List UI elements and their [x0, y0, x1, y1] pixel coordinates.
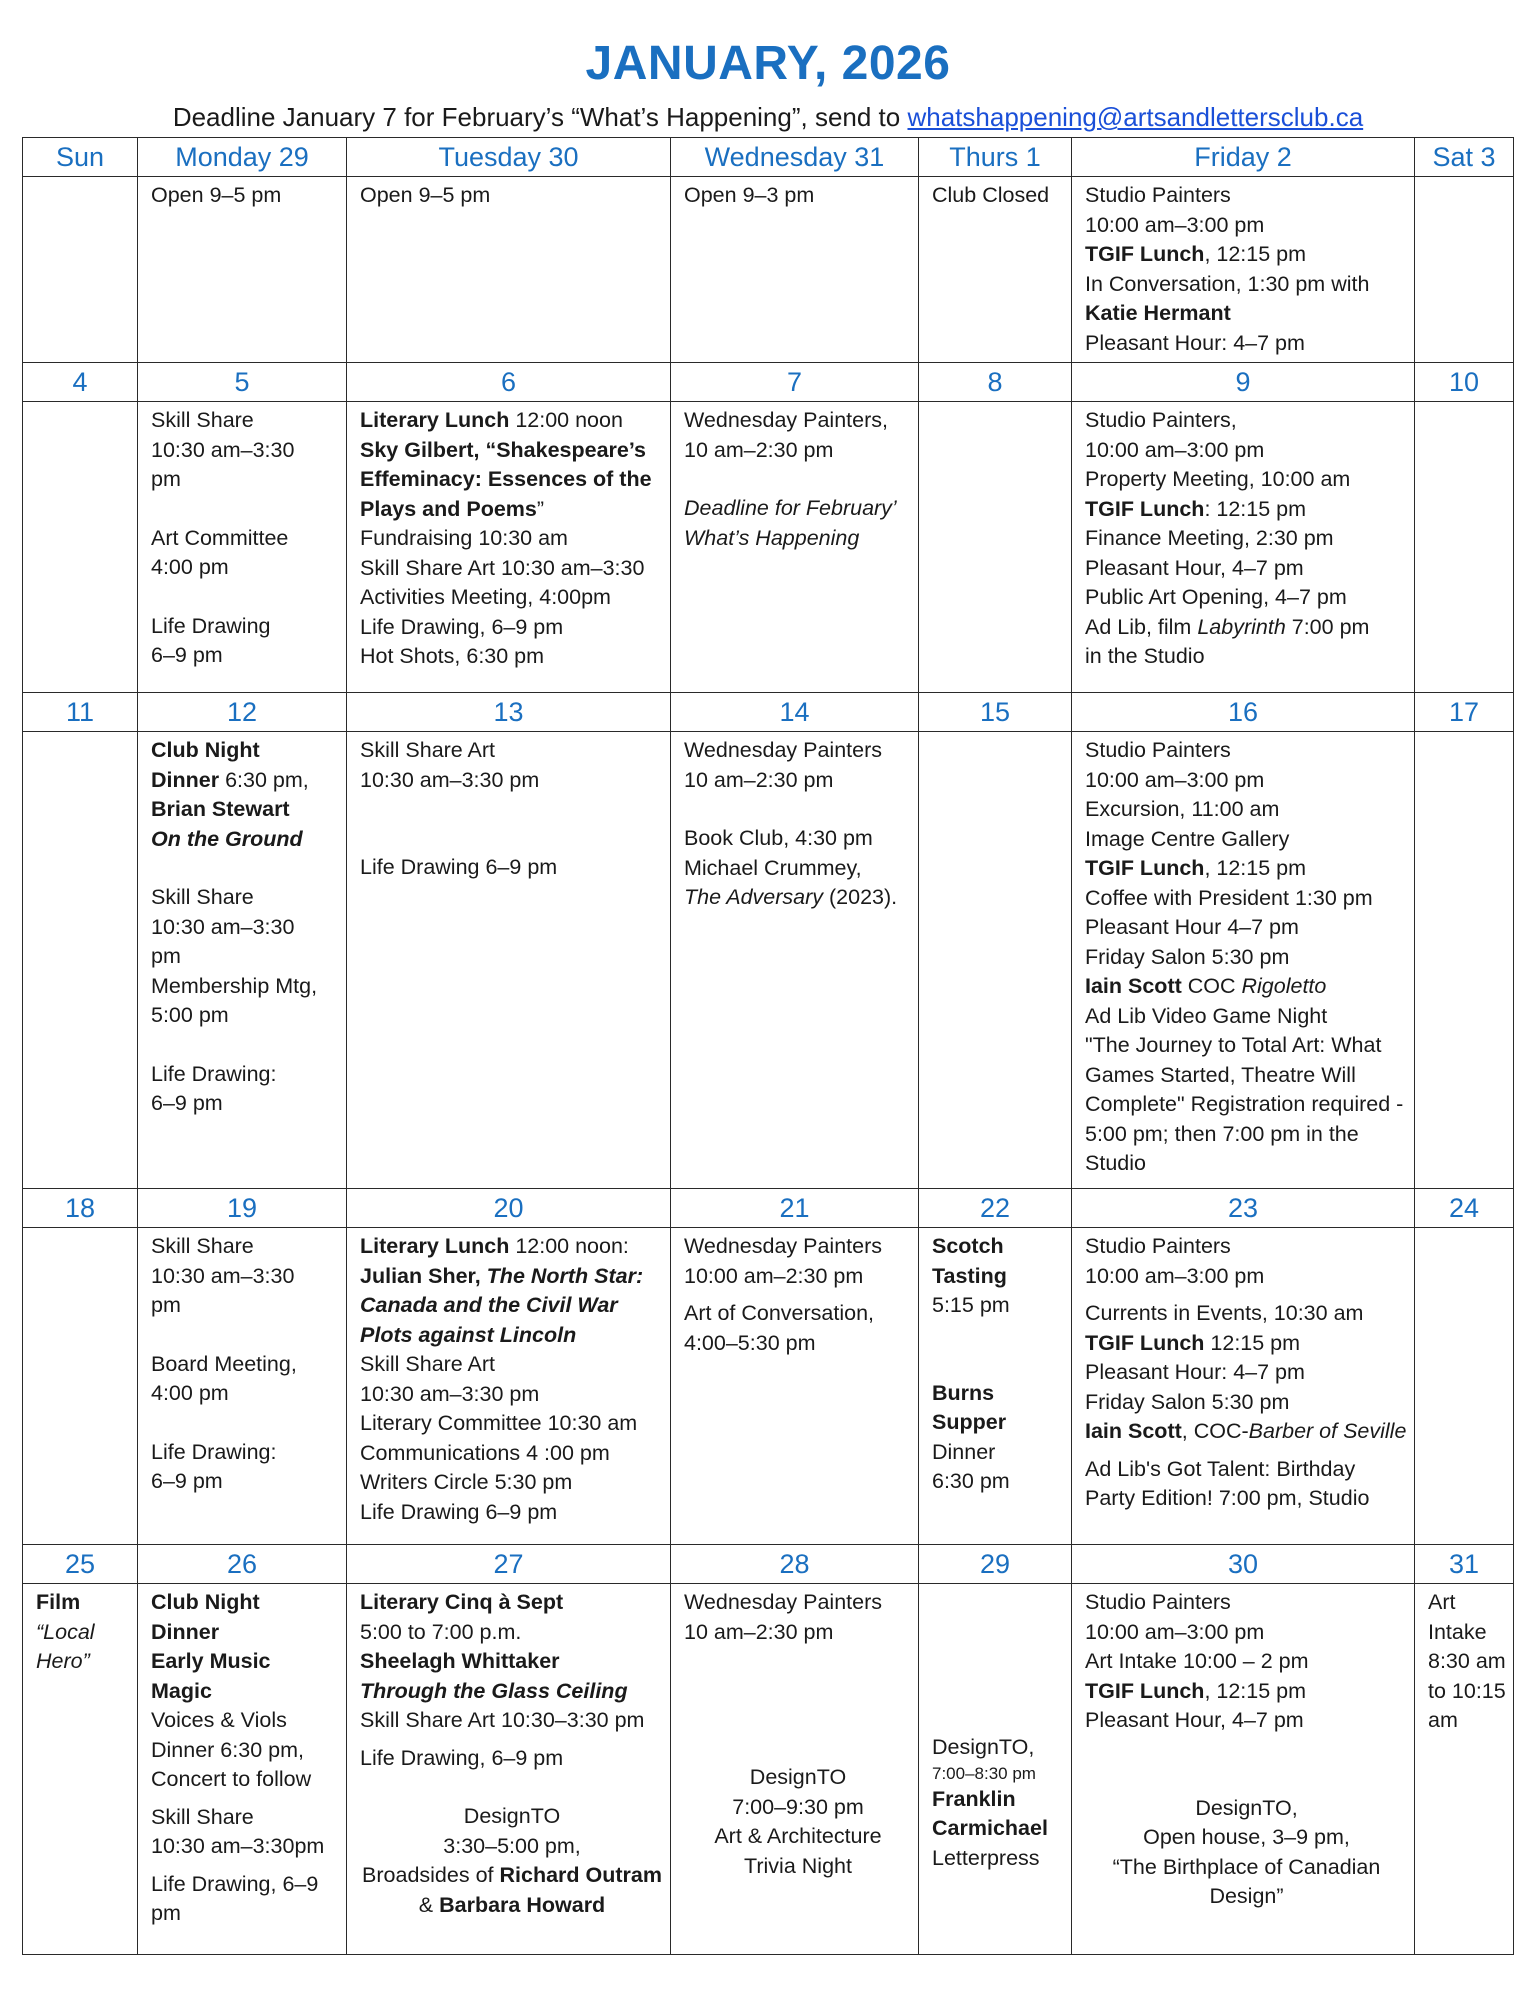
date-number: 11	[23, 693, 138, 732]
event-line	[1085, 1329, 1408, 1359]
spacer	[151, 1409, 340, 1438]
email-link[interactable]: whatshappening@artsandlettersclub.ca	[907, 102, 1364, 132]
day-cell-fri	[1072, 177, 1415, 363]
event-text: 4:00–5:30 pm	[684, 1330, 816, 1355]
event-text: Dinner	[932, 1439, 996, 1464]
header-sun: Sun	[23, 138, 138, 177]
date-number: 24	[1415, 1189, 1514, 1228]
header-thu: Thurs 1	[919, 138, 1072, 177]
date-number: 27	[347, 1545, 671, 1584]
spacer	[360, 824, 664, 853]
event-text: Life Drawing:	[151, 1439, 277, 1464]
event-bold: Club Night	[151, 738, 260, 762]
day-cell-sat	[1415, 1228, 1514, 1545]
event-italic: The Adversary	[684, 885, 824, 909]
spacer	[1085, 1291, 1408, 1299]
event-text: Studio Painters	[1085, 1590, 1231, 1614]
event-text: Open house, 3–9 pm,	[1143, 1825, 1350, 1849]
event-line	[1085, 1677, 1408, 1707]
event-text: 10:00 am–3:00 pm	[1085, 437, 1265, 462]
event-text: Activities Meeting, 4:00pm	[360, 585, 611, 609]
day-cell-thu	[919, 732, 1072, 1189]
week-row	[23, 402, 1514, 693]
event-text: Voices & Viols	[151, 1708, 287, 1732]
spacer	[1085, 1447, 1408, 1455]
event-bold: TGIF Lunch	[1085, 496, 1205, 521]
event-text: Hot Shots, 6:30 pm	[360, 644, 545, 668]
day-cell-tue	[347, 732, 671, 1189]
event-text: 10 am–2:30 pm	[684, 1619, 834, 1644]
day-cell-sun	[23, 732, 138, 1189]
event-text: Skill Share Art	[360, 1352, 496, 1376]
event-text: Open 9–5 pm	[151, 183, 282, 207]
day-cell-wed	[671, 1584, 919, 1955]
event-line	[360, 436, 664, 525]
event-text: COC	[1181, 974, 1242, 998]
day-cell-fri	[1072, 402, 1415, 693]
event-bold: Katie Hermant	[1085, 301, 1231, 325]
header-fri: Friday 2	[1072, 138, 1415, 177]
event-text: Club Closed	[932, 183, 1050, 207]
event-text: Michael Crummey,	[684, 855, 862, 880]
event-bold: Literary Lunch	[360, 1234, 510, 1258]
date-number: 7	[671, 363, 919, 402]
spacer	[684, 1291, 912, 1299]
event-text: 10:00 am–2:30 pm	[684, 1263, 864, 1288]
event-bold: Iain Scott	[1085, 1419, 1182, 1443]
day-cell-wed	[671, 732, 919, 1189]
date-number: 13	[347, 693, 671, 732]
event-text: 10:30 am–3:30 pm	[360, 767, 540, 792]
event-text: , 12:15 pm	[1204, 856, 1307, 880]
event-text: Art Committee	[151, 525, 289, 550]
event-bold: TGIF Lunch	[1085, 242, 1205, 266]
event-line	[360, 406, 664, 436]
date-number: 17	[1415, 693, 1514, 732]
date-number-row	[23, 1545, 1514, 1584]
event-line	[1085, 854, 1408, 884]
event-text: Image Centre Gallery	[1085, 826, 1290, 851]
day-cell-thu	[919, 1584, 1072, 1955]
date-number: 31	[1415, 1545, 1514, 1584]
event-text: Pleasant Hour: 4–7 pm	[1085, 1360, 1305, 1384]
event-text: pm	[151, 1293, 181, 1317]
spacer	[360, 795, 664, 824]
spacer	[151, 495, 340, 524]
date-number-row	[23, 363, 1514, 402]
day-cell-thu	[919, 177, 1072, 363]
spacer	[360, 1773, 664, 1802]
date-number: 9	[1072, 363, 1415, 402]
day-cell-sun	[23, 402, 138, 693]
event-text: Friday Salon 5:30 pm	[1085, 1389, 1290, 1414]
event-text: 6–9 pm	[151, 1091, 223, 1115]
event-text: Excursion, 11:00 am	[1085, 797, 1280, 821]
film-title: Local Hero	[36, 1619, 95, 1673]
event-text: Art of Conversation,	[684, 1301, 875, 1325]
event-text: Ad Lib, film	[1085, 614, 1198, 639]
date-number: 22	[919, 1189, 1072, 1228]
day-cell-tue	[347, 177, 671, 363]
date-number: 12	[138, 693, 347, 732]
weekday-header-row	[23, 138, 1514, 177]
event-text: Ad Lib's Got Talent: Birthday Party Edition! 7:00 pm, Studio	[1085, 1456, 1370, 1510]
day-cell-sat	[1415, 1584, 1514, 1955]
spacer	[151, 854, 340, 883]
day-cell-mon	[138, 177, 347, 363]
event-text: Pleasant Hour, 4–7 pm	[1085, 1708, 1304, 1732]
event-bold: Early Music	[151, 1649, 271, 1673]
date-number: 18	[23, 1189, 138, 1228]
event-text: , 12:15 pm	[1204, 242, 1307, 266]
spacer	[932, 1675, 1065, 1704]
spacer	[932, 1350, 1065, 1379]
event-text: pm	[151, 467, 181, 491]
event-text: Open 9–3 pm	[684, 183, 815, 207]
event-text: , COC-	[1181, 1419, 1249, 1443]
event-text: Skill Share	[151, 885, 254, 909]
event-text: 5:00 pm	[151, 1003, 229, 1027]
day-cell-sat	[1415, 402, 1514, 693]
event-bold: Burns Supper	[932, 1380, 1007, 1434]
event-text: 10:00 am–3:00 pm	[1085, 212, 1265, 237]
event-bold: Scotch Tasting	[932, 1234, 1007, 1288]
date-number: 10	[1415, 363, 1514, 402]
quote-close: ”	[82, 1649, 90, 1673]
spacer	[932, 1646, 1065, 1675]
event-text: 6–9 pm	[151, 643, 223, 667]
day-cell-mon	[138, 402, 347, 693]
event-text: Finance Meeting, 2:30 pm	[1085, 526, 1334, 550]
event-text: Studio Painters	[1085, 183, 1231, 207]
event-text: Art Intake 10:00 – 2 pm	[1085, 1649, 1309, 1673]
event-italic	[36, 1618, 131, 1677]
event-italic: Barber of Seville	[1248, 1419, 1407, 1443]
day-cell-fri	[1072, 732, 1415, 1189]
event-text: Pleasant Hour, 4–7 pm	[1085, 555, 1304, 580]
event-italic: Rigoletto	[1241, 974, 1327, 998]
spacer	[932, 1321, 1065, 1350]
event-text: Art Intake 8:30 am to 10:15 am	[1428, 1590, 1506, 1732]
event-text: 5:15 pm	[932, 1293, 1010, 1317]
event-text: 10:00 am–3:00 pm	[1085, 1263, 1265, 1288]
event-text: In Conversation, 1:30 pm with	[1085, 271, 1370, 296]
event-text: 6:30 pm,	[219, 767, 309, 792]
event-text: 10:30 am–3:30	[151, 437, 295, 462]
header-tue: Tuesday 30	[347, 138, 671, 177]
date-number: 5	[138, 363, 347, 402]
event-bold-italic: Through the Glass Ceiling	[360, 1678, 628, 1703]
event-text: Life Drawing	[151, 613, 271, 638]
spacer	[151, 1321, 340, 1350]
event-text: 4:00 pm	[151, 555, 229, 579]
date-number: 14	[671, 693, 919, 732]
spacer	[932, 1617, 1065, 1646]
event-text: "The Journey to Total Art: What Games Started, Theatre Will Complete" Registration required - 5:00 pm; then 7:00 pm in the Studio	[1085, 1033, 1404, 1175]
event-bold: Richard Outram	[499, 1863, 662, 1887]
event-text: 4:00 pm	[151, 1381, 229, 1405]
event-text: Writers Circle 5:30 pm	[360, 1470, 573, 1494]
week-row	[23, 1584, 1514, 1955]
event-text: 6–9 pm	[151, 1469, 223, 1493]
date-number: 16	[1072, 693, 1415, 732]
event-text: DesignTO	[463, 1804, 561, 1828]
event-text: Wednesday Painters,	[684, 408, 888, 432]
date-number: 4	[23, 363, 138, 402]
day-cell-sun	[23, 1228, 138, 1545]
day-cell-tue	[347, 402, 671, 693]
event-text: Wednesday Painters	[684, 1590, 882, 1614]
event-text: 7:00–9:30 pm	[732, 1794, 864, 1819]
event-bold: Barbara Howard	[439, 1892, 606, 1917]
day-cell-wed	[671, 1228, 919, 1545]
date-number: 26	[138, 1545, 347, 1584]
event-italic: Labyrinth	[1197, 614, 1286, 639]
event-line	[360, 1861, 664, 1920]
date-number: 23	[1072, 1189, 1415, 1228]
event-text: 7:00 pm	[1285, 614, 1370, 639]
event-bold: TGIF Lunch	[1085, 1330, 1205, 1355]
spacer	[684, 1734, 912, 1763]
event-bold: Dinner	[151, 767, 220, 792]
day-cell-mon	[138, 732, 347, 1189]
event-text: Skill Share Art 10:30–3:30 pm	[360, 1708, 645, 1732]
event-text: Public Art Opening, 4–7 pm	[1085, 585, 1347, 609]
event-text: Friday Salon 5:30 pm	[1085, 944, 1290, 969]
event-bold: TGIF Lunch	[1085, 1678, 1205, 1703]
event-text: 7:00–8:30 pm	[932, 1763, 1036, 1783]
date-number: 30	[1072, 1545, 1415, 1584]
date-number: 6	[347, 363, 671, 402]
spacer	[151, 1862, 340, 1870]
event-text: Wednesday Painters	[684, 1234, 882, 1258]
spacer	[684, 795, 912, 824]
event-text: Book Club, 4:30 pm	[684, 826, 873, 850]
event-text: Life Drawing 6–9 pm	[360, 1499, 558, 1524]
date-number: 15	[919, 693, 1072, 732]
event-line	[1085, 972, 1408, 1002]
event-text: Skill Share Art 10:30 am–3:30	[360, 555, 645, 580]
header-sat: Sat 3	[1415, 138, 1514, 177]
day-cell-fri	[1072, 1584, 1415, 1955]
event-text: (2023).	[823, 885, 898, 909]
spacer	[151, 1031, 340, 1060]
date-number: 21	[671, 1189, 919, 1228]
date-number-row	[23, 693, 1514, 732]
event-bold-italic: The North Star: Canada and the Civil War Plots against Lincoln	[360, 1263, 644, 1347]
spacer	[151, 1795, 340, 1803]
subtitle	[0, 102, 1536, 133]
event-text: Fundraising 10:30 am	[360, 526, 568, 550]
spacer	[1085, 1736, 1408, 1765]
spacer	[151, 583, 340, 612]
event-text: Skill Share Art	[360, 738, 496, 762]
spacer	[684, 1647, 912, 1676]
event-text: Currents in Events, 10:30 am	[1085, 1301, 1364, 1325]
week-row	[23, 177, 1514, 363]
date-number: 19	[138, 1189, 347, 1228]
day-cell-wed	[671, 402, 919, 693]
event-bold: Club Night	[151, 1590, 260, 1614]
event-bold: TGIF Lunch	[1085, 856, 1205, 880]
event-text: DesignTO,	[1195, 1795, 1298, 1820]
event-text: 10:30 am–3:30	[151, 1263, 295, 1288]
event-text: 12:00 noon:	[509, 1234, 629, 1258]
day-cell-tue	[347, 1584, 671, 1955]
event-text: Membership Mtg,	[151, 973, 318, 998]
spacer	[932, 1588, 1065, 1617]
event-text: 10 am–2:30 pm	[684, 437, 834, 462]
event-bold: Literary Lunch	[360, 408, 510, 432]
day-cell-thu	[919, 402, 1072, 693]
event-text: Literary Committee 10:30 am	[360, 1411, 638, 1435]
event-text: Ad Lib Video Game Night	[1085, 1003, 1328, 1028]
event-text: Skill Share	[151, 1804, 254, 1829]
event-text: Studio Painters	[1085, 738, 1231, 762]
event-text: 10:00 am–3:00 pm	[1085, 1619, 1265, 1644]
page-title: JANUARY, 2026	[585, 37, 951, 90]
event-text: Board Meeting,	[151, 1351, 297, 1376]
day-cell-wed	[671, 177, 919, 363]
event-text: Life Drawing, 6–9 pm	[151, 1871, 319, 1925]
spacer	[684, 1676, 912, 1705]
date-number: 20	[347, 1189, 671, 1228]
event-text: Life Drawing 6–9 pm	[360, 855, 558, 879]
event-text: 10:00 am–3:00 pm	[1085, 767, 1265, 792]
event-bold: Franklin Carmichael	[932, 1786, 1048, 1840]
event-line	[360, 1262, 664, 1351]
event-text: Studio Painters	[1085, 1234, 1231, 1258]
event-line	[1085, 613, 1408, 643]
event-text: 5:00 to 7:00 p.m.	[360, 1619, 522, 1644]
event-text: 10:30 am–3:30	[151, 914, 295, 939]
event-text: “The Birthplace of Canadian Design”	[1112, 1854, 1381, 1908]
date-number: 25	[23, 1545, 138, 1584]
event-text: Pleasant Hour: 4–7 pm	[1085, 330, 1305, 355]
event-bold: Literary Cinq à Sept	[360, 1590, 564, 1614]
event-text: Life Drawing, 6–9 pm	[360, 614, 564, 639]
day-cell-mon	[138, 1228, 347, 1545]
event-text: Skill Share	[151, 1234, 254, 1258]
event-text: Skill Share	[151, 408, 254, 432]
week-row	[23, 732, 1514, 1189]
event-bold: Iain Scott	[1085, 974, 1182, 998]
event-bold: Dinner	[151, 1619, 220, 1644]
deadline-text: Deadline January 7 for February’s “What’s Happening”, send to	[172, 102, 901, 132]
spacer	[1085, 1765, 1408, 1794]
day-cell-thu	[919, 1228, 1072, 1545]
event-bold: Sky Gilbert, “Shakespeare’s Effeminacy: Essences of the Plays and Poems	[360, 437, 652, 521]
event-text: 12:00 noon	[509, 408, 623, 432]
event-text: DesignTO,	[932, 1735, 1035, 1759]
date-number: 8	[919, 363, 1072, 402]
day-cell-sun	[23, 1584, 138, 1955]
event-text: Art & Architecture	[714, 1824, 882, 1848]
quote-open: “	[36, 1619, 44, 1644]
event-text: ”	[536, 496, 545, 521]
event-line	[360, 1232, 664, 1262]
day-cell-sat	[1415, 732, 1514, 1189]
spacer	[360, 1736, 664, 1744]
event-line	[1085, 495, 1408, 525]
event-text: 10 am–2:30 pm	[684, 767, 834, 792]
event-text: pm	[151, 944, 181, 968]
event-text: , 12:15 pm	[1204, 1678, 1307, 1703]
event-bold: Brian Stewart	[151, 797, 290, 821]
day-cell-mon	[138, 1584, 347, 1955]
week-row	[23, 1228, 1514, 1545]
spacer	[684, 1705, 912, 1734]
event-line	[1085, 1417, 1408, 1447]
event-text: Life Drawing:	[151, 1061, 277, 1086]
event-text: 3:30–5:00 pm,	[443, 1833, 581, 1858]
day-cell-tue	[347, 1228, 671, 1545]
day-cell-sat	[1415, 177, 1514, 363]
event-bold: Julian Sher,	[360, 1263, 487, 1288]
event-line	[1085, 240, 1408, 270]
event-bold: Sheelagh Whittaker	[360, 1649, 560, 1673]
event-text: &	[418, 1892, 440, 1917]
event-text: Property Meeting, 10:00 am	[1085, 467, 1351, 491]
date-number-row	[23, 1189, 1514, 1228]
event-text: Communications 4 :00 pm	[360, 1440, 610, 1465]
event-text: Dinner 6:30 pm,	[151, 1737, 304, 1762]
event-italic: What’s Happening	[684, 525, 860, 550]
event-text: Trivia Night	[744, 1853, 852, 1878]
spacer	[932, 1704, 1065, 1733]
event-text: DesignTO	[749, 1765, 847, 1789]
event-text: Letterpress	[932, 1845, 1040, 1870]
event-text: Studio Painters,	[1085, 408, 1237, 432]
event-text: Concert to follow	[151, 1767, 312, 1791]
event-text: Pleasant Hour 4–7 pm	[1085, 915, 1299, 939]
event-text: in the Studio	[1085, 644, 1205, 668]
event-text: 10:30 am–3:30 pm	[360, 1381, 540, 1406]
event-text: Wednesday Painters	[684, 738, 882, 762]
date-number: 28	[671, 1545, 919, 1584]
event-text: 10:30 am–3:30pm	[151, 1834, 325, 1858]
event-bold-italic: On the Ground	[151, 826, 303, 851]
calendar-table	[22, 137, 1514, 1955]
event-line	[151, 766, 340, 796]
event-bold: Film	[36, 1590, 81, 1614]
header-wed: Wednesday 31	[671, 138, 919, 177]
event-italic: Deadline for February’	[684, 496, 897, 520]
event-text: Coffee with President 1:30 pm	[1085, 885, 1373, 910]
header-mon: Monday 29	[138, 138, 347, 177]
date-number: 29	[919, 1545, 1072, 1584]
day-cell-fri	[1072, 1228, 1415, 1545]
day-cell-sun	[23, 177, 138, 363]
event-line	[684, 883, 912, 913]
spacer	[684, 465, 912, 494]
event-text: : 12:15 pm	[1204, 496, 1307, 521]
event-text: Life Drawing, 6–9 pm	[360, 1745, 564, 1770]
event-bold: Magic	[151, 1678, 212, 1703]
event-text: Open 9–5 pm	[360, 183, 491, 207]
event-text: Broadsides of	[362, 1863, 500, 1887]
event-text: 6:30 pm	[932, 1469, 1010, 1493]
event-text: 12:15 pm	[1204, 1330, 1301, 1355]
